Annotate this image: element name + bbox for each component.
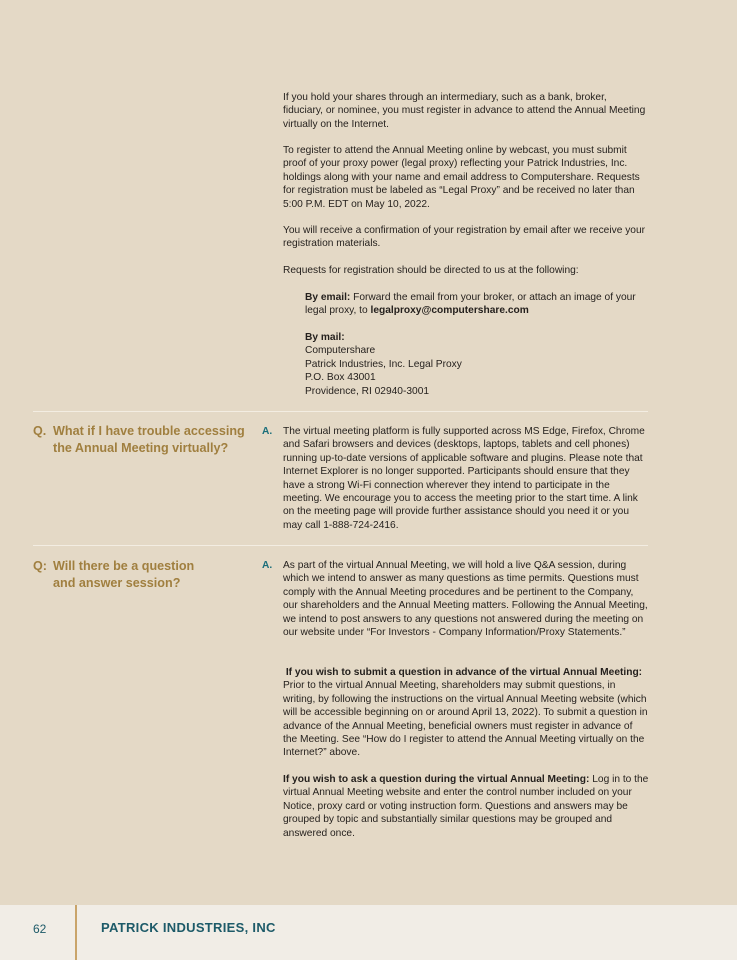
- page-footer: [0, 905, 737, 960]
- intro-paragraph-3: You will receive a confirmation of your registration by email after we receive your registration materials.: [283, 225, 646, 250]
- answer-2-mark: A.: [262, 560, 273, 571]
- section-divider: [33, 411, 648, 412]
- during-question-label: If you wish to ask a question during the virtual Annual Meeting:: [283, 774, 590, 785]
- question-2: [33, 558, 248, 591]
- intro-paragraph-2: To register to attend the Annual Meeting online by webcast, you must submit proof of your proxy power (legal proxy) reflecting your Patrick Industries, Inc. holdings along with your name and email address to Computershare. Requests for registration must be labeled as “Legal Proxy” and be received no later than 5:00 P.M. EDT on May 10, 2022.: [283, 145, 640, 210]
- question-2-mark: Q:: [33, 559, 47, 573]
- section-divider: [33, 545, 648, 546]
- question-1-mark: Q.: [33, 424, 47, 438]
- advance-question-paragraph: [283, 666, 649, 760]
- intro-paragraph-4: Requests for registration should be directed to us at the following:: [283, 265, 579, 276]
- mail-line-1: Computershare: [305, 345, 376, 357]
- by-email-text: Forward the email from your broker, or attach an image of your legal proxy, to: [305, 292, 636, 317]
- page-number: 62: [33, 922, 47, 936]
- mail-line-2: Patrick Industries, Inc. Legal Proxy: [305, 358, 462, 370]
- advance-question-text: Prior to the virtual Annual Meeting, shareholders may submit questions, in writing, by following the instructions on the virtual Annual Meeting website (which will be accessible beginning on or around April 13, 2022). To submit a question in advance of the Annual Meeting, beneficial owners must register in advance of the Meeting. See “How do I register to attend the Annual Meeting virtually on the Internet?” above.: [283, 680, 648, 759]
- by-mail-block: [305, 331, 645, 398]
- email-address: legalproxy@computershare.com: [370, 305, 529, 317]
- question-2-text: Will there be a question and answer session?: [53, 559, 195, 590]
- mail-line-4: Providence, RI 02940-3001: [305, 385, 430, 397]
- answer-1-mark: A.: [262, 426, 273, 437]
- answer-2-text: As part of the virtual Annual Meeting, we will hold a live Q&A session, during which we intend to answer as many questions as time permits. Questions must comply with the Annual Meeting procedures and be pertinent to the Company, our shareholders and the Annual Meeting matters. Following the Annual Meeting, we intend to post answers to any questions not answered during the meeting on our website under “For Investors - Company Information/Proxy Statements.”: [283, 560, 648, 639]
- footer-company-name: PATRICK INDUSTRIES, INC: [101, 920, 276, 935]
- by-email-label: By email:: [305, 292, 351, 303]
- by-mail-label: By mail:: [305, 332, 345, 343]
- advance-question-label: If you wish to submit a question in advance of the virtual Annual Meeting:: [285, 667, 643, 678]
- during-question-paragraph: [283, 773, 649, 840]
- mail-line-3: P.O. Box 43001: [305, 372, 376, 384]
- intro-paragraph-1: If you hold your shares through an intermediary, such as a bank, broker, fiduciary, or nominee, you must register in advance to attend the Annual Meeting virtually on the Internet.: [283, 92, 646, 130]
- answer-1-text: The virtual meeting platform is fully supported across MS Edge, Firefox, Chrome and Safari browsers and devices (desktops, laptops, tablets and cell phones) running up-to-date versions of applicable software and plugins. Please note that Internet Explorer is no longer supported. Participants should ensure that they have a strong Wi-Fi connection wherever they intend to participate in the meeting. We encourage you to access the meeting prior to the start time. A link on the meeting page will provide further assistance should you need it or you may call 1-888-724-2416.: [283, 426, 645, 531]
- during-question-text: Log in to the virtual Annual Meeting website and enter the control number included on your Notice, proxy card or voting instruction form. Questions and answers may be grouped by topic and substantially similar questions may be grouped and answered once.: [283, 774, 649, 839]
- question-1-text: What if I have trouble accessing the Annual Meeting virtually?: [53, 424, 245, 455]
- by-email-block: [305, 291, 645, 318]
- question-1: [33, 423, 248, 456]
- footer-divider: [75, 905, 77, 960]
